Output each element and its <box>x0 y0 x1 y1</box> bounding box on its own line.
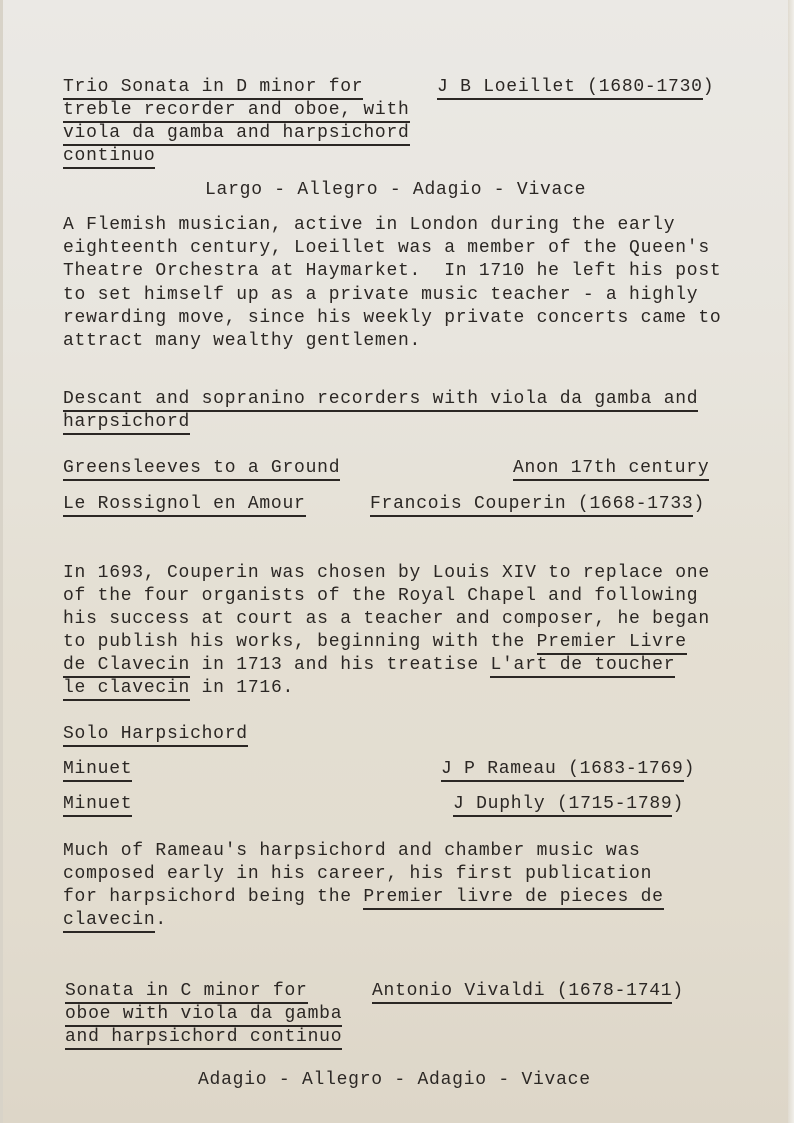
notes-line: A Flemish musician, active in London during the early <box>63 215 676 235</box>
piece-title-line: Trio Sonata in D minor for <box>63 76 363 99</box>
work-title: Premier Livre <box>537 632 687 655</box>
notes-line: to publish his works, beginning with the Premier Livre <box>63 631 687 654</box>
piece-title-line: treble recorder and oboe, with <box>63 99 410 122</box>
notes-line: to set himself up as a private music teacher - a highly <box>63 285 699 305</box>
section-heading: Solo Harpsichord <box>63 723 248 746</box>
movements-list: Largo - Allegro - Adagio - Vivace <box>205 180 587 200</box>
section-heading-line: Descant and sopranino recorders with viola da gamba and <box>63 388 698 411</box>
section-heading-line: harpsichord <box>63 411 190 434</box>
notes-line: rewarding move, since his weekly private concerts came to <box>63 308 722 328</box>
piece-title: Minuet <box>63 758 132 781</box>
composer-credit: Anon 17th century <box>513 457 709 480</box>
piece-title: Le Rossignol en Amour <box>63 493 306 516</box>
work-title: L'art de toucher <box>490 655 675 678</box>
composer-credit: J B Loeillet (1680-1730) <box>437 76 714 99</box>
work-title: clavecin <box>63 910 155 933</box>
piece-title-line: continuo <box>63 145 155 168</box>
notes-line: his success at court as a teacher and composer, he began <box>63 609 710 629</box>
notes-line: In 1693, Couperin was chosen by Louis XIV to replace one <box>63 563 710 583</box>
notes-line: le clavecin in 1716. <box>63 677 294 700</box>
notes-line: eighteenth century, Loeillet was a member of the Queen's <box>63 238 710 258</box>
notes-line: de Clavecin in 1713 and his treatise L'art de toucher <box>63 654 675 677</box>
notes-line: composed early in his career, his first publication <box>63 864 653 884</box>
piece-title: Greensleeves to a Ground <box>63 457 340 480</box>
composer-credit: J P Rameau (1683-1769) <box>441 758 695 781</box>
composer-credit: J Duphly (1715-1789) <box>453 793 684 816</box>
notes-line: clavecin. <box>63 909 167 932</box>
notes-line: Theatre Orchestra at Haymarket. In 1710 he left his post <box>63 261 722 281</box>
notes-line: attract many wealthy gentlemen. <box>63 331 422 351</box>
paper-edge-left <box>0 0 3 1123</box>
work-title: Premier livre de pieces de <box>363 887 663 910</box>
composer-credit: Antonio Vivaldi (1678-1741) <box>372 980 684 1003</box>
paper-edge-right <box>788 0 794 1123</box>
notes-line: for harpsichord being the Premier livre de pieces de <box>63 886 664 909</box>
work-title: le clavecin <box>63 678 190 701</box>
notes-line: of the four organists of the Royal Chapel and following <box>63 586 699 606</box>
piece-title-line: Sonata in C minor for <box>65 980 308 1003</box>
composer-credit: Francois Couperin (1668-1733) <box>370 493 705 516</box>
work-title: de Clavecin <box>63 655 190 678</box>
piece-title-line: and harpsichord continuo <box>65 1026 342 1049</box>
notes-line: Much of Rameau's harpsichord and chamber music was <box>63 841 641 861</box>
movements-list: Adagio - Allegro - Adagio - Vivace <box>198 1070 591 1090</box>
piece-title-line: oboe with viola da gamba <box>65 1003 342 1026</box>
piece-title: Minuet <box>63 793 132 816</box>
piece-title-line: viola da gamba and harpsichord <box>63 122 410 145</box>
